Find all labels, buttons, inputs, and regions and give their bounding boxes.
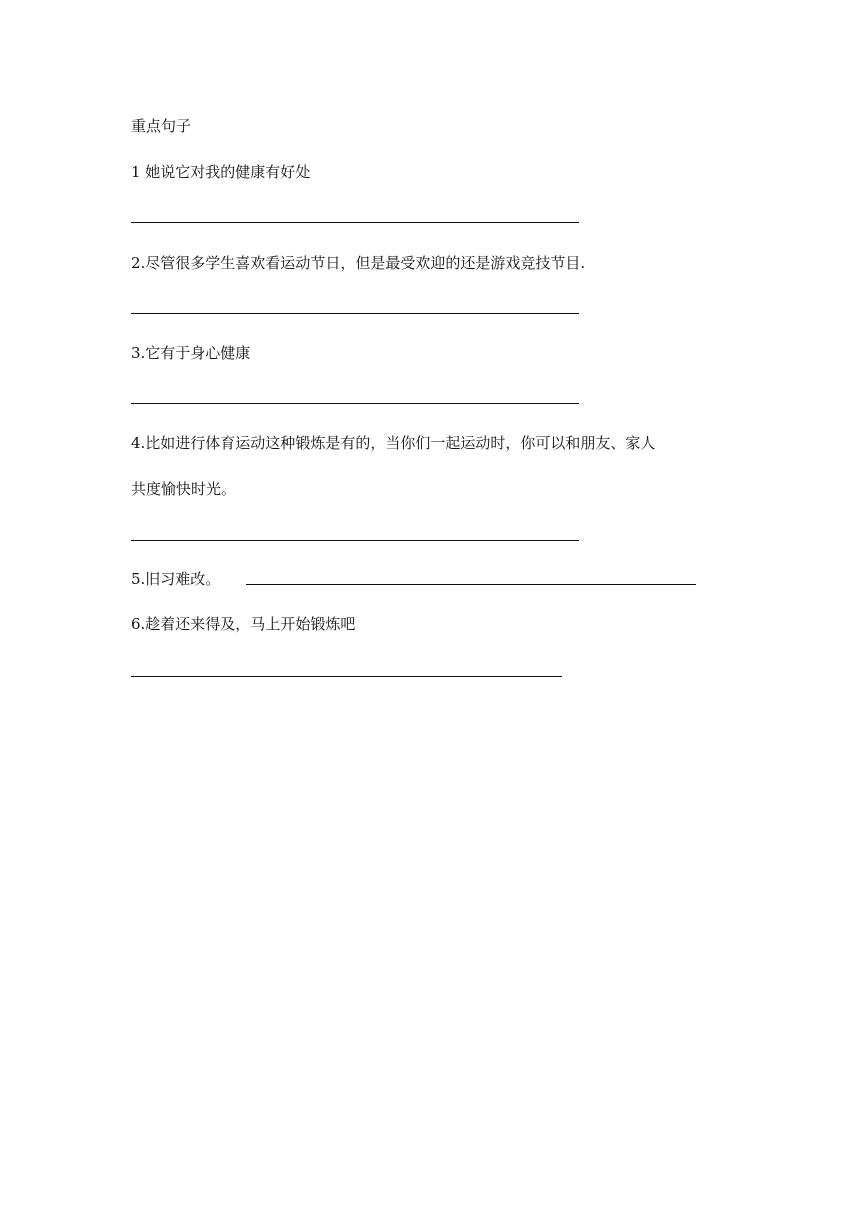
sentence-5: 5.旧习难改。 — [131, 570, 221, 588]
sentence-4-line-1: 4.比如进行体育运动这种锻炼是有的，当你们一起运动时，你可以和朋友、家人 — [131, 434, 656, 452]
sentence-3: 3.它有于身心健康 — [131, 344, 251, 362]
answer-blank-5[interactable] — [246, 584, 696, 585]
sentence-1: 1 她说它对我的健康有好处 — [131, 163, 311, 181]
sentence-6: 6.趁着还来得及，马上开始锻炼吧 — [131, 615, 356, 633]
sentence-4-line-2: 共度愉快时光。 — [131, 480, 237, 498]
answer-blank-1[interactable] — [131, 222, 579, 223]
answer-blank-6[interactable] — [131, 676, 562, 677]
answer-blank-3[interactable] — [131, 403, 579, 404]
answer-blank-2[interactable] — [131, 313, 579, 314]
section-heading: 重点句子 — [131, 117, 192, 135]
answer-blank-4[interactable] — [131, 540, 579, 541]
sentence-2: 2.尽管很多学生喜欢看运动节日，但是最受欢迎的还是游戏竞技节目. — [131, 254, 586, 272]
